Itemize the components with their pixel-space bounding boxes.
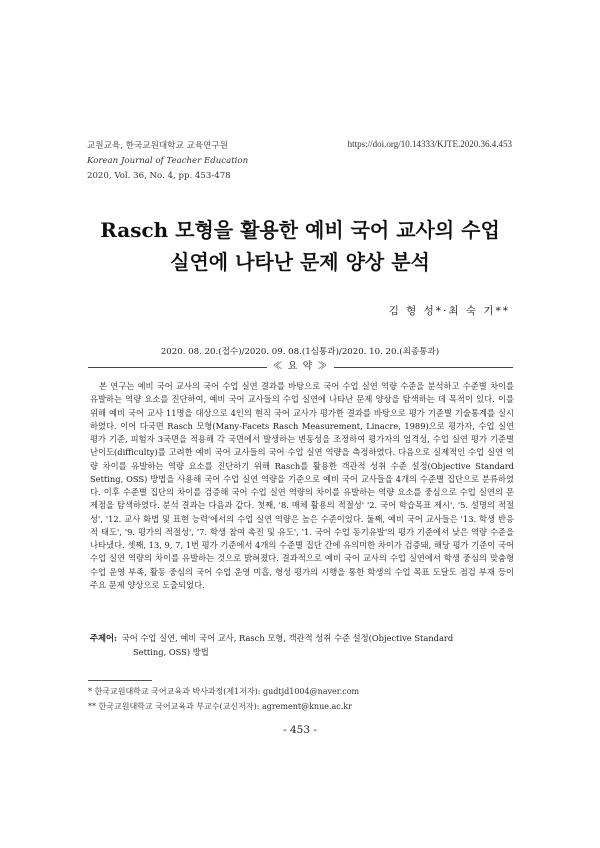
title-line-2: 실연에 나타난 문제 양상 분석: [170, 250, 430, 274]
keywords-text: 국어 수업 실연, 예비 국어 교사, Rasch 모형, 객관적 성취 수준 설정(Objective Standard: [121, 633, 454, 643]
footnote-corresponding-author: ** 한국교원대학교 국어교육과 부교수(교신저자): agrement@knue.ac.kr: [88, 702, 352, 711]
volume-info: 2020, Vol. 36, No. 4, pp. 453-478: [87, 171, 231, 181]
doi-link[interactable]: https://doi.org/10.14333/KJTE.2020.36.4.453: [347, 139, 512, 149]
keywords: [90, 632, 514, 659]
summary-label: ≪ 요 약 ≫: [267, 360, 335, 374]
page-number: - 453 -: [283, 724, 317, 736]
author-list: 김 형 성*·최 숙 기**: [388, 305, 510, 317]
keywords-text-continued: Setting, OSS) 방법: [133, 646, 209, 657]
footnote-divider: [88, 680, 152, 681]
footnotes: [88, 684, 359, 714]
summary-heading: [88, 360, 513, 374]
journal-header: [87, 139, 248, 184]
institution-line: 교원교육, 한국교원대학교 교육연구원: [87, 141, 229, 151]
journal-name: Korean Journal of Teacher Education: [87, 156, 249, 166]
keywords-label: 주제어:: [90, 633, 118, 643]
paper-title: [0, 214, 600, 278]
footnote-first-author: * 한국교원대학교 국어교육과 박사과정(제1저자): gudtjd1004@naver.com: [88, 687, 360, 696]
abstract-text: 본 연구는 예비 국어 교사의 국어 수업 실연 결과를 바탕으로 국어 수업 실연 역량 수준을 분석하고 수준별 차이를 유발하는 역량 요소를 진단하여, 예비 국어 교사들의 수업 실연에 나타난 문제 양상을 탐색하는 데 목적이 있다. 이를 위해 예비 국어 교사 11명을 대상으로 4인의 현직 국어 교사가 평가한 결과를 바탕으로 평가 기준별 기술통계를 실시하였다. 이어 다국면 Rasch 모형(Many-Facets Rasch Measurement, Linacre, 1989)으로 평가자, 수업 실연 평가 기준, 피험자 3국면을 적용해 각 국면에서 발생하는 변동성을 조정하여 평가자의 엄격성, 수업 실연 평가 기준별 난이도(difficulty)를 고려한 예비 국어 교사들의 국어 수업 실연 역량을 측정하였다. 다음으로 실제적인 수업 실연 역량 차이를 유발하는 역량 요소를 진단하기 위해 Rasch를 활용한 객관적 성취 수준 설정(Objective Standard Setting, OSS) 방법을 사용해 국어 수업 실연 역량을 기준으로 예비 국어 교사들을 4개의 수준별 집단으로 분류하였다. 이후 수준별 집단의 차이를 검증해 국어 수업 실연 역량의 차이를 유발하는 역량 요소를 중심으로 수업 실연의 문제점을 탐색하였다. 분석 결과는 다음과 같다. 첫째, '8. 매체 활용의 적절성' '2. 국어 학습목표 제시', '5. 설명의 적절성', '12. 교사 화법 및 표현 능력'에서의 수업 실연 역량은 높은 수준이었다. 둘째, 예비 국어 교사들은 '13. 학생 반응적 태도', '9. 평가의 적절성', '7. 학생 참여 촉진 및 유도', '1. 국어 수업 동기유발'의 평가 기준에서 낮은 역량 수준을 나타냈다. 셋째, 13, 9, 7, 1번 평가 기준에서 4개의 수준별 집단 간에 유의미한 차이가 검증돼, 해당 평가 기준이 국어 수업 실연 역량의 차이를 유발하는 것으로 밝혀졌다. 결과적으로 예비 국어 교사의 수업 실연에서 학생 중심의 맞춤형 수업 운영 부족, 활동 중심의 국어 수업 운영 미흡, 형성 평가의 시행을 통한 학생의 수업 목표 도달도 점검 부재 등이 주요 문제 양상으로 도출되었다.: [90, 381, 514, 590]
submission-dates: 2020. 08. 20.(접수)/2020. 09. 08.(1심통과)/2020. 10. 20.(최종통과): [160, 347, 440, 357]
title-line-1: Rasch 모형을 활용한 예비 국어 교사의 수업: [100, 218, 500, 242]
